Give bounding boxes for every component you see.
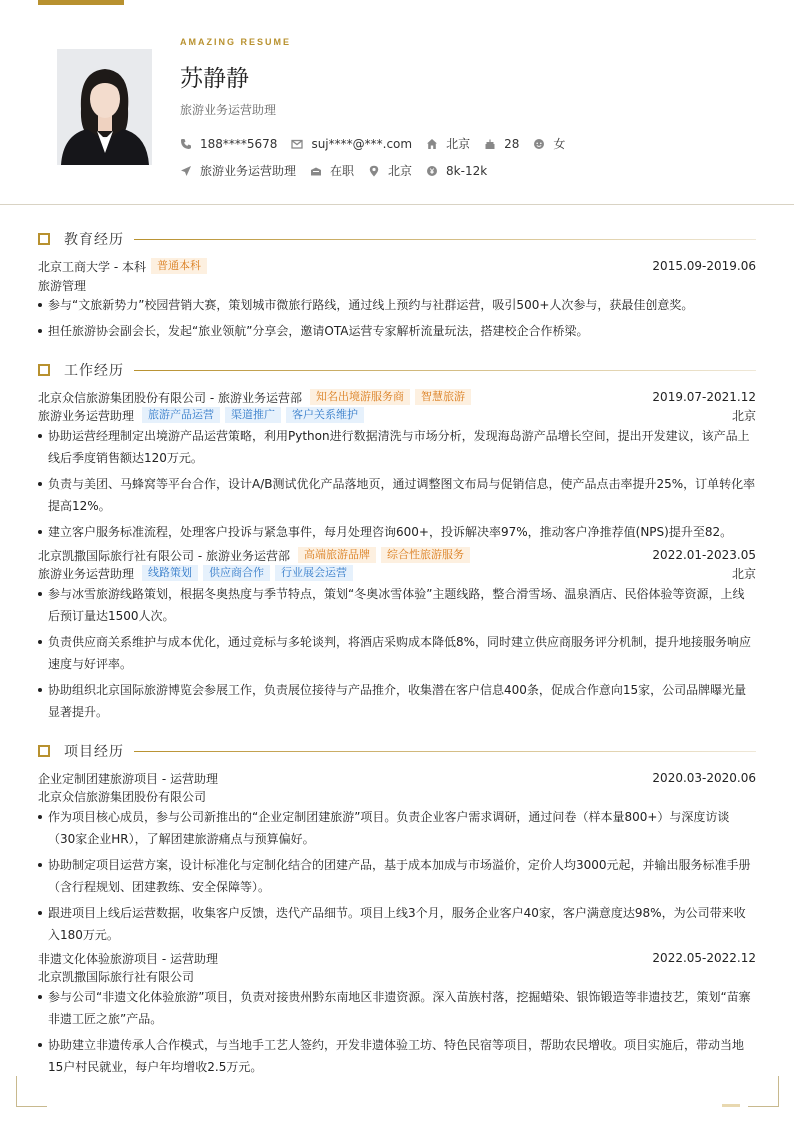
cake-icon [484,138,496,150]
work-bullet: 建立客户服务标准流程，处理客户投诉与紧急事件，每月处理咨询600+，投诉解决率97%，推动客户净推荐值(NPS)提升至82。 [38,521,756,543]
company-tag: 综合性旅游服务 [381,547,470,563]
project-title: 项目经历 [64,744,124,760]
project-org-row [38,967,756,985]
mail-icon [291,138,303,150]
project-bullet: 协助建立非遗传承人合作模式，与当地手工艺人签约，开发非遗体验工坊、特色民宿等项目，帮助农民增收。项目实施后，带动当地15户村民就业，每户年均增收2.5万元。 [38,1034,756,1078]
section-rule [134,239,756,240]
header-divider [0,204,794,205]
work-role-row [38,564,756,582]
status-icon [310,165,322,177]
education-bullet: 担任旅游协会副会长，发起“旅业领航”分享会，邀请OTA运营专家解析流量玩法，搭建校企合作桥梁。 [38,320,756,342]
project-bullet: 作为项目核心成员，参与公司新推出的“企业定制团建旅游”项目。负责企业客户需求调研，通过问卷（样本量800+）与深度访谈（30家企业HR），了解团建旅游痛点与预算偏好。 [38,806,756,850]
profile-photo [57,49,152,165]
job-intent-row [180,162,501,179]
residence-text: 北京 [446,137,471,151]
page-corner-decoration [748,1076,779,1107]
gender-text: 女 [553,137,566,151]
project-org: 北京众信旅游集团股份有限公司 [38,789,207,804]
work-city: 北京 [731,408,756,423]
page-corner-decoration [16,1076,47,1107]
intent-city-text: 北京 [388,164,413,178]
salary-info [426,164,487,178]
education-item-header [38,257,756,275]
education-major-row [38,276,756,294]
resume-brand: AMAZING RESUME [180,37,291,47]
company-tag: 知名出境游服务商 [310,389,410,405]
role-tag: 供应商合作 [203,565,270,581]
role-name: 旅游业务运营助理 [38,566,135,581]
email-info [291,137,412,151]
school-tag: 普通本科 [151,258,207,274]
education-bullet: 参与“文旅新势力”校园营销大赛，策划城市微旅行路线，通过线上预约与社群运营，吸引500+人次参与，获最佳创意奖。 [38,294,756,316]
company-name: 北京凯撒国际旅行社有限公司 - 旅游业务运营部 [38,548,290,563]
role-tag: 旅游产品运营 [142,407,220,423]
section-marker-icon [38,745,50,757]
email-text: suj****@***.com [311,136,413,151]
education-section-header [38,229,756,249]
candidate-name: 苏静静 [180,66,249,92]
role-tag: 客户关系维护 [286,407,364,423]
project-bullet: 协助制定项目运营方案，设计标准化与定制化结合的团建产品，基于成本加成与市场溢价，定价人均3000元起，并输出服务标准手册（含行程规划、团建教练、安全保障等）。 [38,854,756,898]
project-item-header [38,769,756,787]
send-icon [180,165,192,177]
project-org-row [38,787,756,805]
company-name: 北京众信旅游集团股份有限公司 - 旅游业务运营部 [38,390,302,405]
project-name: 企业定制团建旅游项目 - 运营助理 [38,771,218,786]
work-role-row [38,406,756,424]
work-bullet: 负责与美团、马蜂窝等平台合作，设计A/B测试优化产品落地页，通过调整图文布局与促销信息，使产品点击率提升25%，订单转化率提高12%。 [38,473,756,517]
project-item-header [38,949,756,967]
section-marker-icon [38,364,50,376]
company-tag: 智慧旅游 [415,389,471,405]
role-tag: 行业展会运营 [275,565,353,581]
project-section-header [38,741,756,761]
project-date: 2020.03-2020.06 [652,771,756,785]
residence-info [426,135,470,152]
role-tag: 线路策划 [142,565,198,581]
work-date: 2019.07-2021.12 [652,390,756,404]
project-name: 非遗文化体验旅游项目 - 运营助理 [38,951,218,966]
education-title: 教育经历 [64,232,124,248]
intent-position-text: 旅游业务运营助理 [200,164,297,178]
gender-info [533,135,565,152]
intent-city-info [368,162,412,179]
home-icon [426,138,438,150]
age-text: 28 [504,136,520,151]
work-bullet: 负责供应商关系维护与成本优化，通过竞标与多轮谈判，将酒店采购成本降低8%，同时建立供应商服务评分机制，提升地接服务响应速度与好评率。 [38,631,756,675]
project-date: 2022.05-2022.12 [652,951,756,965]
contact-info-row [180,135,579,152]
job-status-info [310,162,354,179]
phone-info [180,137,277,151]
intent-position-info [180,162,296,179]
company-tag: 高端旅游品牌 [298,547,376,563]
section-marker-icon [38,233,50,245]
work-bullet: 协助组织北京国际旅游博览会参展工作，负责展位接待与产品推介，收集潜在客户信息400条，促成合作意向15家，公司品牌曝光量显著提升。 [38,679,756,723]
work-date: 2022.01-2023.05 [652,548,756,562]
section-rule [134,370,756,371]
work-bullet: 参与冰雪旅游线路策划，根据冬奥热度与季节特点，策划“冬奥冰雪体验”主题线路，整合滑雪场、温泉酒店、民俗体验等资源，上线后预订量达1500人次。 [38,583,756,627]
page-footer-mark [722,1104,740,1107]
major: 旅游管理 [38,278,87,293]
job-title: 旅游业务运营助理 [180,103,277,117]
top-accent-bar [38,0,124,5]
work-section-header [38,360,756,380]
salary-text: 8k-12k [446,163,488,178]
phone-text: 188****5678 [200,136,278,151]
work-item-header [38,546,756,564]
gender-icon [533,138,545,150]
project-bullet: 跟进项目上线后运营数据，收集客户反馈，迭代产品细节。项目上线3个月，服务企业客户40家，客户满意度达98%，为公司带来收入180万元。 [38,902,756,946]
work-title: 工作经历 [64,363,124,379]
salary-icon [426,165,438,177]
phone-icon [180,138,192,150]
job-status-text: 在职 [330,164,355,178]
work-item-header [38,388,756,406]
role-tag: 渠道推广 [225,407,281,423]
work-bullet: 协助运营经理制定出境游产品运营策略，利用Python进行数据清洗与市场分析，发现海岛游产品增长空间，提出开发建议，该产品上线后季度销售额达120万元。 [38,425,756,469]
project-bullet: 参与公司“非遗文化体验旅游”项目，负责对接贵州黔东南地区非遗资源。深入苗族村落，挖掘蜡染、银饰锻造等非遗技艺，策划“苗寨非遗工匠之旅”产品。 [38,986,756,1030]
location-icon [368,165,380,177]
school-name: 北京工商大学 - 本科 [38,259,146,274]
education-date: 2015.09-2019.06 [652,259,756,273]
project-org: 北京凯撒国际旅行社有限公司 [38,969,195,984]
work-city: 北京 [731,566,756,581]
section-rule [134,751,756,752]
role-name: 旅游业务运营助理 [38,408,135,423]
age-info [484,137,519,151]
